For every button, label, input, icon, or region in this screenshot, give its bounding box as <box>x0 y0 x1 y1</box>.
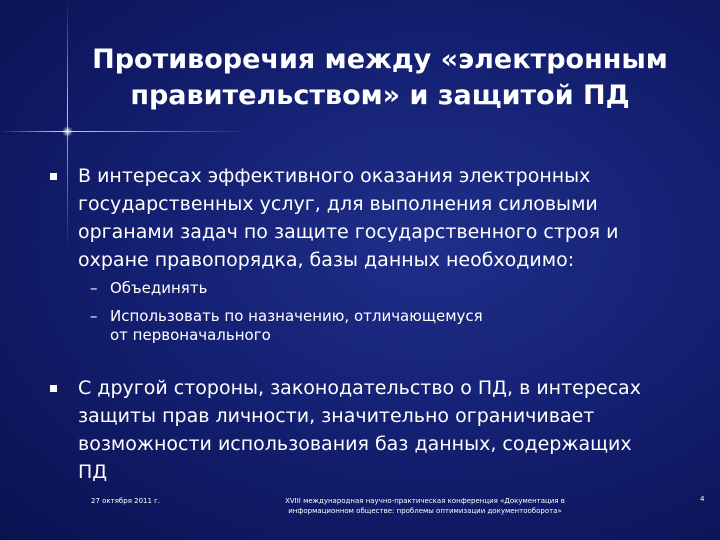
footer-conference-line: информационном обществе: проблемы оптимизации документооборота» <box>288 507 562 515</box>
sub-item-2-line: от первоначального <box>110 326 271 344</box>
bullet-1-line: государственных услуг, для выполнения силовыми <box>78 193 598 215</box>
square-bullet-icon <box>50 385 57 392</box>
bullet-1-line: охране правопорядка, базы данных необходимо: <box>78 249 575 271</box>
square-bullet-icon <box>50 173 57 180</box>
decorative-horizontal-line <box>0 131 250 132</box>
bullet-2-line: ПД <box>78 461 108 483</box>
title-line-1: Противоречия между «электронным <box>92 44 668 75</box>
footer-conference-line: XVIII международная научно-практическая конференция «Документация в <box>285 497 565 505</box>
decorative-star-glow <box>62 126 73 137</box>
bullet-1-line: органами задач по защите государственного строя и <box>78 221 619 243</box>
page-number: 4 <box>700 495 705 503</box>
sub-item-2-line: Использовать по назначению, отличающемуся <box>110 307 483 325</box>
footer-conference <box>230 496 620 516</box>
dash-bullet-icon: – <box>90 307 98 325</box>
sub-item-2-text <box>110 307 650 345</box>
bullet-text-2 <box>78 374 688 486</box>
bullet-2-line: С другой стороны, законодательство о ПД, в интересах <box>78 377 641 399</box>
slide-title <box>70 42 690 114</box>
decorative-vertical-line <box>67 0 68 250</box>
bullet-2-line: возможности использования баз данных, содержащих <box>78 433 632 455</box>
title-line-2: правительством» и защитой ПД <box>130 80 630 111</box>
bullet-text-1 <box>78 162 688 274</box>
bullet-2-line: защиты прав личности, значительно ограничивает <box>78 405 595 427</box>
sub-item-1-text: Объединять <box>110 279 208 297</box>
footer-date: 27 октября 2011 г. <box>91 497 161 505</box>
bullet-1-line: В интересах эффективного оказания электронных <box>78 165 591 187</box>
dash-bullet-icon: – <box>90 279 98 297</box>
